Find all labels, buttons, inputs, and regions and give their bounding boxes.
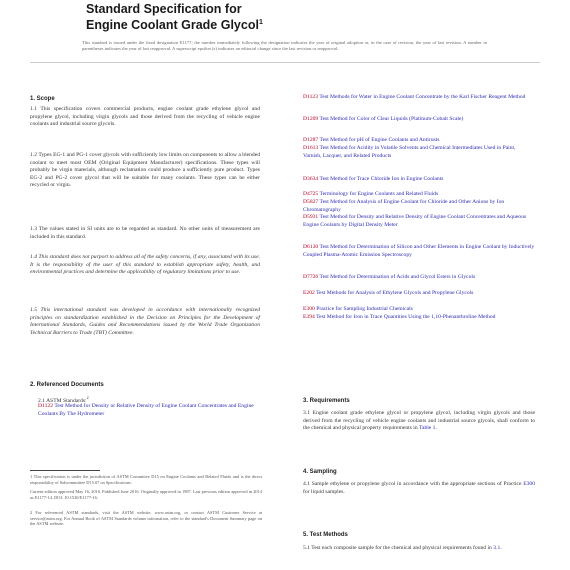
ref-code[interactable]: E202 [303, 290, 315, 296]
ref-d1209[interactable] [303, 116, 535, 124]
header-divider [30, 62, 540, 63]
para-5-1-end: . [500, 545, 502, 551]
ref-code[interactable]: D1287 [303, 137, 319, 143]
para-5-1 [303, 545, 535, 553]
ref-title[interactable]: Test Method for Analysis of Engine Coolant for Chloride and Other Anions by Ion Chromatography [303, 199, 505, 213]
ref-title[interactable]: Test Method for pH of Engine Coolants and Antirusts [319, 137, 440, 143]
ref-d6130[interactable] [303, 244, 535, 259]
ref-title[interactable]: Test Method for Iron in Trace Quantities Using the 1,10-Phenanthroline Method [316, 314, 496, 320]
sampling-heading: 4. Sampling [303, 469, 337, 475]
ref-title[interactable]: Test Methods for Water in Engine Coolant Concentrate by the Karl Fischer Reagent Method [319, 94, 526, 100]
e300-link[interactable]: E300 [523, 481, 535, 487]
doc-title-text: Engine Coolant Grade Glycol [86, 18, 259, 33]
para-3-1-text: 3.1 Engine coolant grade ethylene glycol or propylene glycol, including virgin glycols and those derived from the recycling of vehicle engine coolants and industrial source glycols, shall conform to the chemical and physical property requirements in [303, 410, 535, 431]
para-4-1 [303, 481, 535, 496]
designation-note: This standard is issued under the fixed designation E1177; the number immediately following the designation indicates the year of original adoption or, in the case of revision, the year of last revision. A number in parentheses indicates the year of last reapproval. A superscript epsilon (ε) indicates an editorial change since the last revision or reapproval. [82, 40, 487, 52]
ref-code[interactable]: D1123 [303, 94, 319, 100]
table-1-link[interactable]: Table 1 [418, 425, 436, 431]
referenced-docs-heading: 2. Referenced Documents [30, 382, 104, 388]
footnote-2: 2 For referenced ASTM standards, visit the ASTM website, www.astm.org, or contact ASTM Customer Service at service@astm.org. For Annual Book of ASTM Standards volume information, refer to the standard's Document Summary page on the ASTM website. [30, 510, 262, 527]
doc-title-line2 [86, 16, 486, 32]
para-5-1-text: 5.1 Test each composite sample for the chemical and physical requirements found in [303, 545, 494, 551]
ref-e202[interactable] [303, 290, 535, 298]
ref-code[interactable]: D7726 [303, 274, 319, 280]
ref-d4725[interactable] [303, 191, 535, 199]
ref-e394[interactable] [303, 314, 535, 322]
scope-heading: 1. Scope [30, 96, 55, 102]
astm-standards-label: 2.1 ASTM Standards: [38, 397, 87, 404]
ref-title[interactable]: Test Method for Acidity in Volatile Solvents and Chemical Intermediates Used in Paint, Varnish, Lacquer, and Related Products [303, 145, 516, 159]
ref-code[interactable]: D3634 [303, 176, 319, 182]
ref-code[interactable]: D4725 [303, 191, 319, 197]
footnote-mark-2: 2 [86, 395, 89, 400]
test-methods-heading: 5. Test Methods [303, 532, 348, 538]
section-3-1-link[interactable]: 3.1 [493, 545, 501, 551]
ref-title[interactable]: Test Method for Trace Chloride Ion in Engine Coolants [319, 176, 444, 182]
ref-code[interactable]: E300 [303, 306, 315, 312]
ref-title[interactable]: Test Method for Density and Relative Density of Engine Coolant Concentrates and Aqueous Engine Coolants by Digital Density Meter [303, 214, 527, 228]
ref-code[interactable]: D5931 [303, 214, 319, 220]
para-4-1-end: for liquid samples. [303, 488, 345, 495]
requirements-heading: 3. Requirements [303, 398, 350, 404]
para-1-5: 1.5 This international standard was developed in accordance with internationally recognized principles on standardization established in the Decision on Principles for the Development of International Standards, Guides and Recommendations issued by the World Trade Organization Technical Barriers to Trade (TBT) Committee. [30, 307, 260, 336]
ref-e300[interactable] [303, 306, 535, 314]
ref-title[interactable]: Test Method for Color of Clear Liquids (Platinum-Cobalt Scale) [319, 116, 464, 122]
ref-d7726[interactable] [303, 274, 535, 282]
ref-code[interactable]: D6130 [303, 244, 319, 250]
footnote-1: 1 This specification is under the jurisdiction of ASTM Committee D15 on Engine Coolants and Related Fluids and is the direct responsibility of Subcommittee D15.07 on Specifications. [30, 474, 262, 485]
ref-code[interactable]: D1209 [303, 116, 319, 122]
para-1-4: 1.4 This standard does not purport to address all of the safety concerns, if any, associated with its use. It is the responsibility of the user of this standard to establish appropriate safety, health, and environmental practices and determine the applicability of regulatory limitations prior to use. [30, 254, 260, 275]
ref-title[interactable]: Practice for Sampling Industrial Chemicals [316, 306, 413, 312]
ref-d5827[interactable] [303, 199, 535, 214]
ref-title[interactable]: Terminology for Engine Coolants and Related Fluids [319, 191, 439, 197]
ref-title[interactable]: Test Methods for Analysis of Ethylene Glycols and Propylene Glycols [316, 290, 474, 296]
ref-d3634[interactable] [303, 176, 535, 184]
ref-code[interactable]: D1613 [303, 145, 319, 151]
ref-d1122[interactable] [38, 403, 260, 418]
footnote-1-edition: Current edition approved May 16, 2016. Published June 2016. Originally approved in 1987. Last previous edition approved in 2014 as E1177-14. DOI: 10.1520/E1177-16. [30, 489, 262, 500]
ref-d5931[interactable] [303, 214, 535, 229]
ref-title[interactable]: Test Method for Determination of Silicon and Other Elements in Engine Coolant by Inductively Coupled Plasma-Atomic Emission Spectroscopy [303, 244, 535, 258]
title-footnote-mark: 1 [258, 19, 263, 26]
ref-code[interactable]: D5827 [303, 199, 319, 205]
doc-title-line1: Standard Specification for [86, 2, 242, 16]
para-3-1 [303, 410, 535, 433]
para-4-1-text: 4.1 Sample ethylene or propylene glycol in accordance with the appropriate sections of Practice [303, 481, 524, 487]
para-1-2: 1.2 Types EG-1 and PG-1 cover glycols with sufficiently low limits on components to allow a blended coolant to meet most OEM (Original Equipment Manufacturer) specifications. These types will probably be virgin materials, although reclamation could produce a sufficiently pure product. Types EG-2 and PG-2 cover glycol that will be suitable for many coolants. These types can be either recycled or virgin. [30, 152, 260, 188]
ref-d1287[interactable] [303, 137, 535, 145]
footnote-divider [30, 470, 100, 471]
para-3-1-end: . [435, 425, 437, 431]
para-1-3: 1.3 The values stated in SI units are to be regarded as standard. No other units of measurement are included in this standard. [30, 226, 260, 240]
ref-code[interactable]: D1122 [38, 403, 54, 409]
ref-title[interactable]: Test Method for Density or Relative Density of Engine Coolant Concentrates and Engine Coolants By The Hydrometer [38, 403, 254, 417]
ref-code[interactable]: E394 [303, 314, 315, 320]
ref-d1123[interactable] [303, 94, 535, 102]
ref-d1613[interactable] [303, 145, 535, 160]
para-1-1: 1.1 This specification covers commercial products, engine coolant grade ethylene glycol and propylene glycol, including virgin glycols and those derived from the recycling of vehicle engine coolants and industrial source glycols. [30, 106, 260, 127]
ref-title[interactable]: Test Method for Determination of Acids and Glycol Esters in Glycols [319, 274, 476, 280]
